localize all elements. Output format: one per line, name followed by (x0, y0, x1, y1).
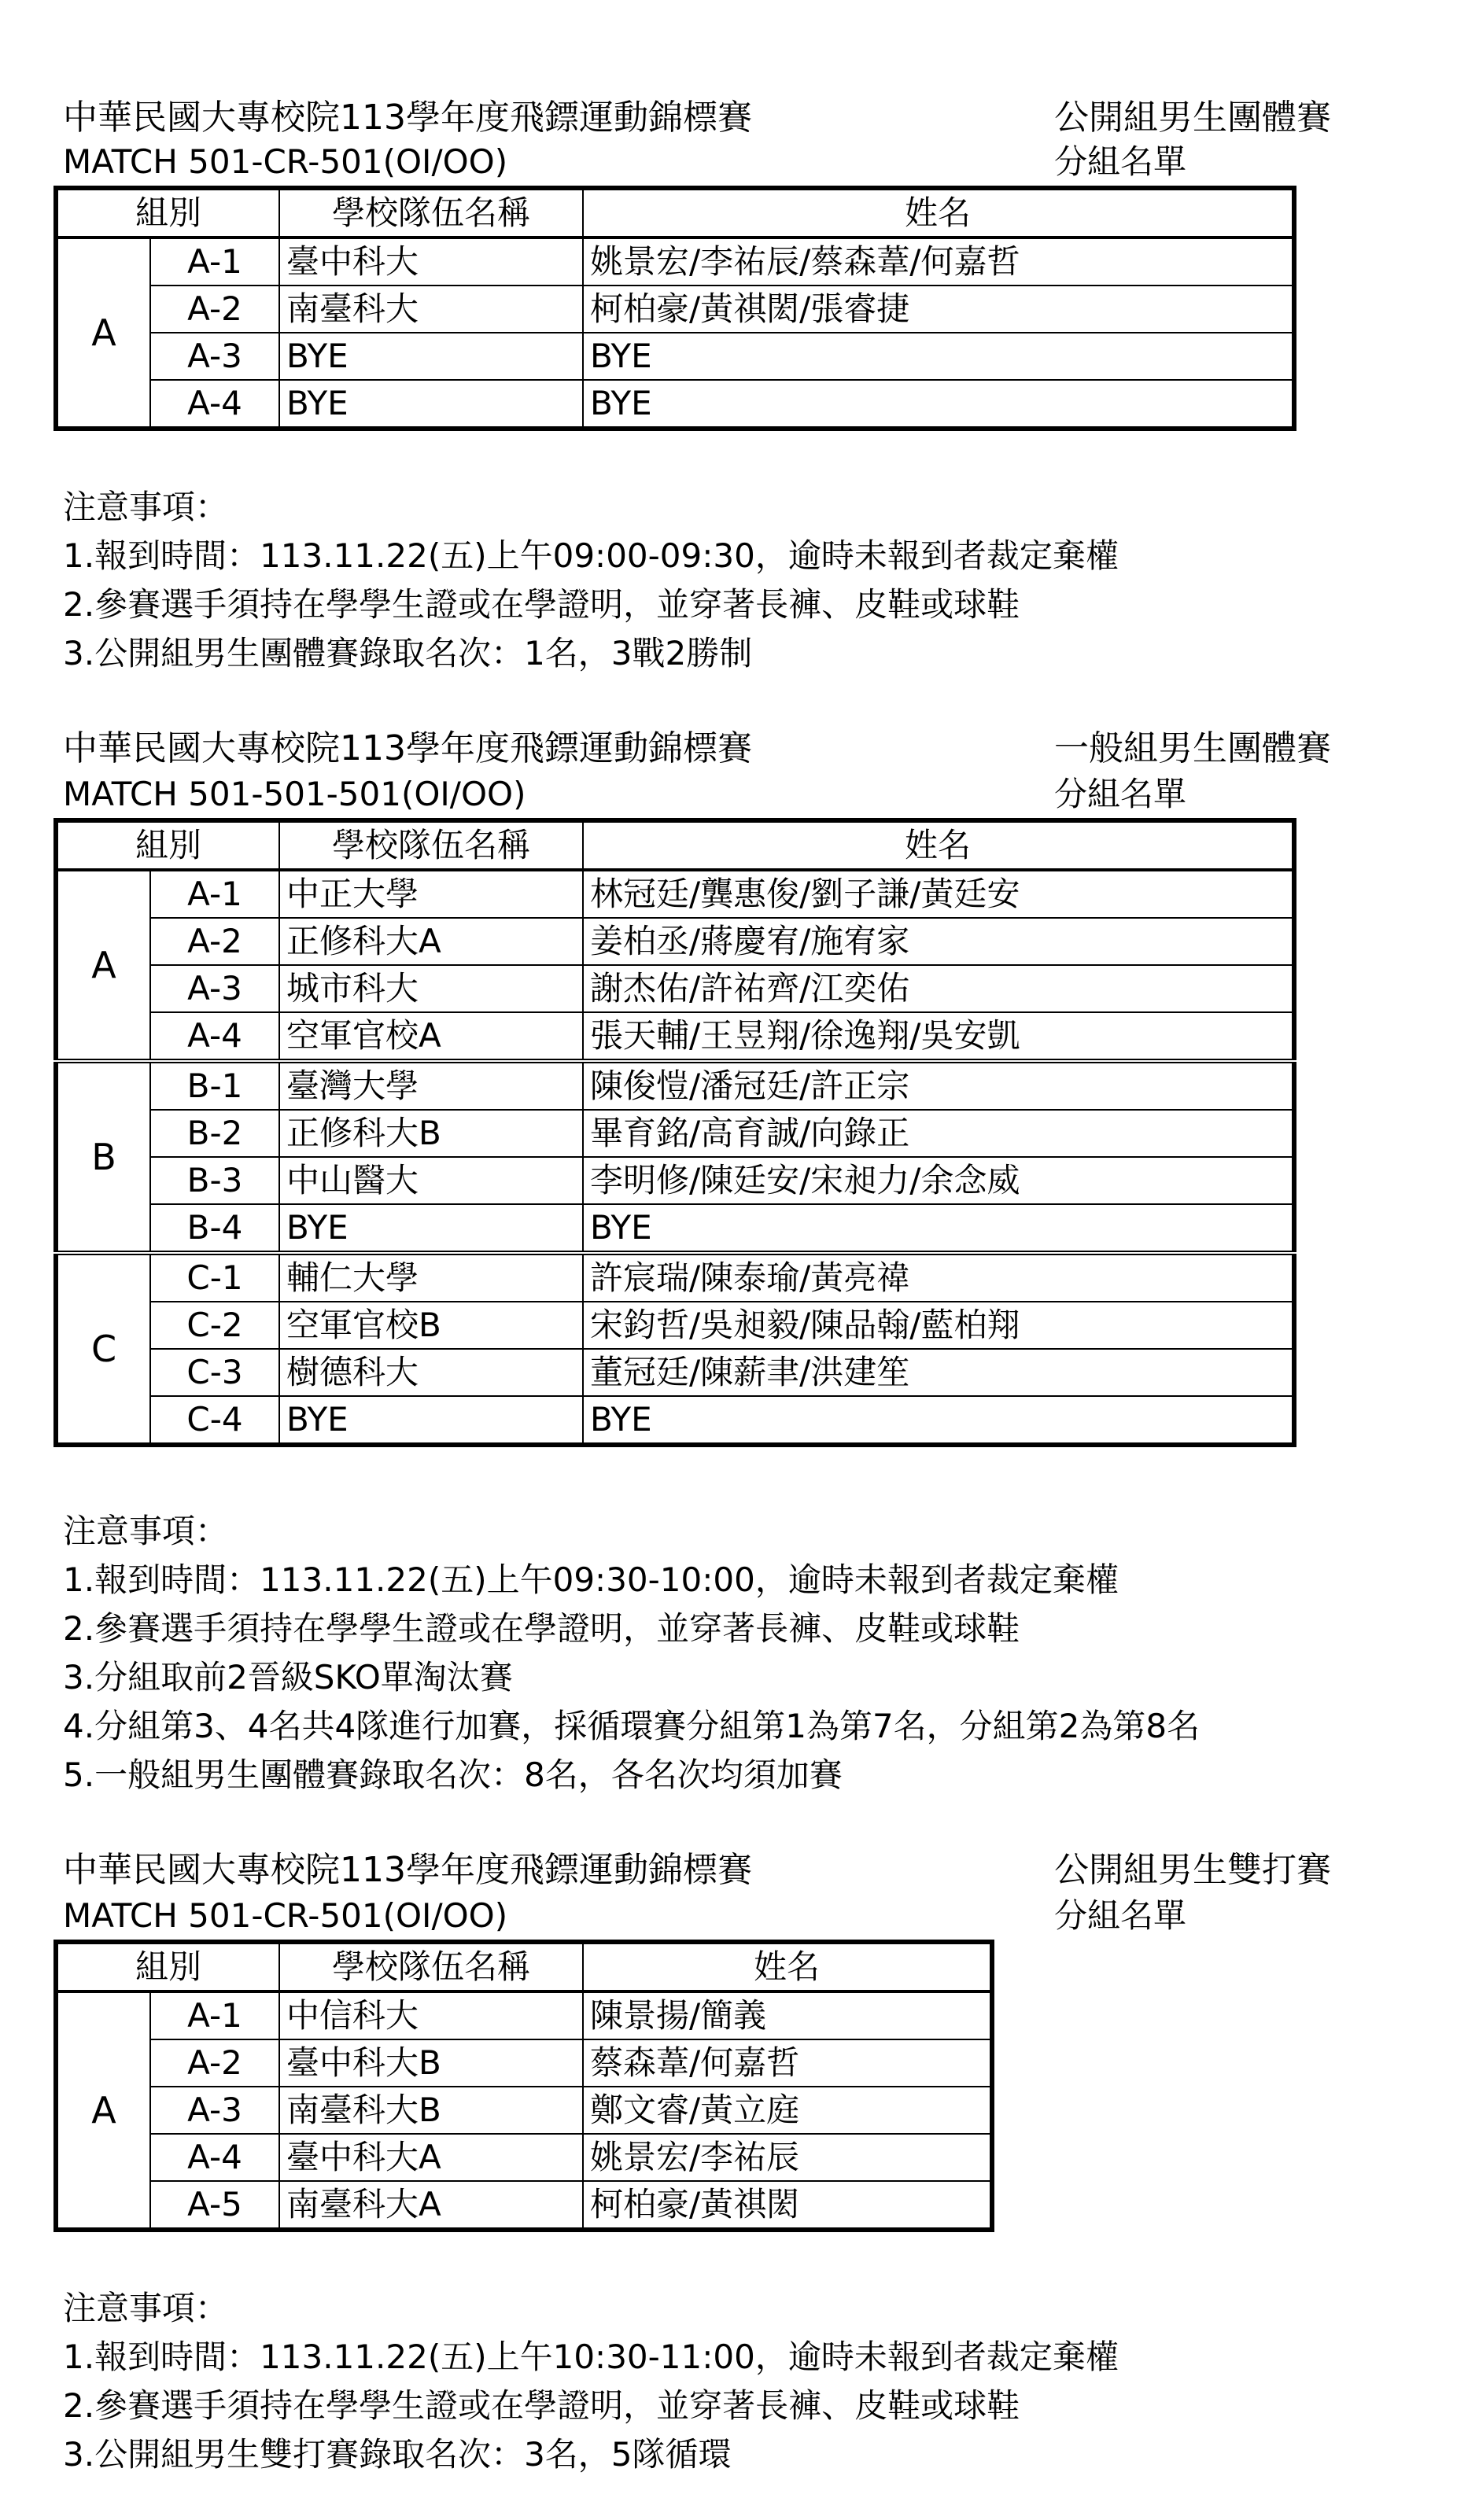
match-format: MATCH 501-501-501(OI/OO) (63, 775, 526, 813)
entry-code: C-2 (150, 1302, 279, 1349)
player-names: 林冠廷/龔惠俊/劉子謙/黃廷安 (583, 870, 1294, 918)
team-name: 中山醫大 (279, 1157, 583, 1204)
entry-code: C-3 (150, 1349, 279, 1396)
notes-title: 注意事項： (63, 488, 229, 526)
player-names: 許宸瑞/陳泰瑜/黃亮禕 (583, 1253, 1294, 1302)
note-item: 2.參賽選手須持在學學生證或在學證明，並穿著長褲、皮鞋或球鞋 (63, 585, 1020, 624)
note-item: 2.參賽選手須持在學學生證或在學證明，並穿著長褲、皮鞋或球鞋 (63, 2386, 1020, 2425)
entry-code: A-1 (150, 870, 279, 918)
team-name: 空軍官校A (279, 1012, 583, 1061)
entry-code: B-1 (150, 1061, 279, 1110)
entry-code: B-2 (150, 1110, 279, 1157)
header-group: 組別 (56, 188, 279, 238)
team-name: 臺中科大B (279, 2039, 583, 2087)
roster-table (53, 186, 1296, 431)
entry-code: A-3 (150, 965, 279, 1012)
player-names: 董冠廷/陳薪聿/洪建笙 (583, 1349, 1294, 1396)
roster-table (53, 1940, 994, 2232)
header-names: 姓名 (583, 188, 1294, 238)
group-label: A (56, 1991, 150, 2230)
player-names: 柯柏豪/黃祺閎/張睿捷 (583, 286, 1294, 333)
tournament-title: 中華民國大專校院113學年度飛鏢運動錦標賽 (63, 728, 752, 768)
entry-code: A-3 (150, 333, 279, 380)
entry-code: A-3 (150, 2087, 279, 2134)
player-names: 陳俊愷/潘冠廷/許正宗 (583, 1061, 1294, 1110)
player-names: 畢育銘/高育誠/向錄正 (583, 1110, 1294, 1157)
player-names: 柯柏豪/黃祺閎 (583, 2181, 992, 2230)
note-item: 4.分組第3、4名共4隊進行加賽，採循環賽分組第1為第7名，分組第2為第8名 (63, 1707, 1201, 1745)
entry-code: A-2 (150, 918, 279, 965)
notes-title: 注意事項： (63, 1512, 229, 1550)
player-names: 姚景宏/李祐辰/蔡森葦/何嘉哲 (583, 238, 1294, 286)
team-name: 南臺科大 (279, 286, 583, 333)
header-team: 學校隊伍名稱 (279, 1942, 583, 1991)
team-name: 輔仁大學 (279, 1253, 583, 1302)
entry-code: A-1 (150, 238, 279, 286)
group-label: A (56, 238, 150, 429)
team-name: 南臺科大B (279, 2087, 583, 2134)
event-name: 公開組男生雙打賽 (1054, 1850, 1331, 1890)
team-name: 城市科大 (279, 965, 583, 1012)
roster-subtitle: 分組名單 (1054, 1896, 1187, 1935)
team-name: BYE (279, 1396, 583, 1445)
roster-subtitle: 分組名單 (1054, 775, 1187, 813)
team-name: 正修科大B (279, 1110, 583, 1157)
player-names: 姚景宏/李祐辰 (583, 2134, 992, 2181)
header-group: 組別 (56, 820, 279, 870)
player-names: 張天輔/王昱翔/徐逸翔/吳安凱 (583, 1012, 1294, 1061)
roster-subtitle: 分組名單 (1054, 142, 1187, 181)
player-names: 陳景揚/簡義 (583, 1991, 992, 2039)
note-item: 1.報到時間：113.11.22(五)上午09:30-10:00，逾時未報到者裁定棄權 (63, 1560, 1119, 1599)
team-name: BYE (279, 1204, 583, 1253)
entry-code: A-2 (150, 2039, 279, 2087)
header-names: 姓名 (583, 1942, 992, 1991)
team-name: 空軍官校B (279, 1302, 583, 1349)
tournament-title: 中華民國大專校院113學年度飛鏢運動錦標賽 (63, 1850, 752, 1890)
entry-code: A-5 (150, 2181, 279, 2230)
player-names: 姜柏丞/蔣慶宥/施宥家 (583, 918, 1294, 965)
header-team: 學校隊伍名稱 (279, 820, 583, 870)
group-label: A (56, 870, 150, 1061)
notes-block (63, 2284, 1119, 2479)
team-name: 樹德科大 (279, 1349, 583, 1396)
team-name: 臺中科大 (279, 238, 583, 286)
entry-code: A-4 (150, 380, 279, 429)
note-item: 2.參賽選手須持在學學生證或在學證明，並穿著長褲、皮鞋或球鞋 (63, 1609, 1020, 1648)
team-name: 正修科大A (279, 918, 583, 965)
event-name: 一般組男生團體賽 (1054, 728, 1331, 768)
header-group: 組別 (56, 1942, 279, 1991)
roster-table (53, 818, 1296, 1447)
player-names: 鄭文睿/黃立庭 (583, 2087, 992, 2134)
note-item: 5.一般組男生團體賽錄取名次：8名，各名次均須加賽 (63, 1756, 843, 1794)
entry-code: A-2 (150, 286, 279, 333)
notes-title: 注意事項： (63, 2289, 229, 2327)
note-item: 1.報到時間：113.11.22(五)上午09:00-09:30，逾時未報到者裁定棄權 (63, 536, 1119, 575)
header-team: 學校隊伍名稱 (279, 188, 583, 238)
event-name: 公開組男生團體賽 (1054, 98, 1331, 138)
player-names: BYE (583, 1396, 1294, 1445)
entry-code: B-4 (150, 1204, 279, 1253)
header-names: 姓名 (583, 820, 1294, 870)
team-name: 臺中科大A (279, 2134, 583, 2181)
player-names: 謝杰佑/許祐齊/江奕佑 (583, 965, 1294, 1012)
match-format: MATCH 501-CR-501(OI/OO) (63, 1896, 508, 1935)
player-names: BYE (583, 1204, 1294, 1253)
entry-code: A-1 (150, 1991, 279, 2039)
note-item: 3.分組取前2晉級SKO單淘汰賽 (63, 1658, 513, 1697)
team-name: 南臺科大A (279, 2181, 583, 2230)
player-names: 宋鈞哲/吳昶毅/陳品翰/藍柏翔 (583, 1302, 1294, 1349)
entry-code: A-4 (150, 2134, 279, 2181)
note-item: 1.報到時間：113.11.22(五)上午10:30-11:00，逾時未報到者裁定棄權 (63, 2338, 1119, 2376)
tournament-title: 中華民國大專校院113學年度飛鏢運動錦標賽 (63, 98, 752, 138)
note-item: 3.公開組男生雙打賽錄取名次：3名，5隊循環 (63, 2435, 732, 2474)
group-label: C (56, 1253, 150, 1445)
team-name: 中正大學 (279, 870, 583, 918)
entry-code: A-4 (150, 1012, 279, 1061)
entry-code: B-3 (150, 1157, 279, 1204)
entry-code: C-1 (150, 1253, 279, 1302)
group-label: B (56, 1061, 150, 1253)
player-names: 李明修/陳廷安/宋昶力/余念威 (583, 1157, 1294, 1204)
player-names: BYE (583, 333, 1294, 380)
match-format: MATCH 501-CR-501(OI/OO) (63, 142, 508, 181)
team-name: 中信科大 (279, 1991, 583, 2039)
player-names: 蔡森葦/何嘉哲 (583, 2039, 992, 2087)
entry-code: C-4 (150, 1396, 279, 1445)
note-item: 3.公開組男生團體賽錄取名次：1名，3戰2勝制 (63, 634, 753, 672)
player-names: BYE (583, 380, 1294, 429)
team-name: BYE (279, 380, 583, 429)
notes-block (63, 483, 1119, 678)
team-name: BYE (279, 333, 583, 380)
notes-block (63, 1507, 1200, 1800)
team-name: 臺灣大學 (279, 1061, 583, 1110)
